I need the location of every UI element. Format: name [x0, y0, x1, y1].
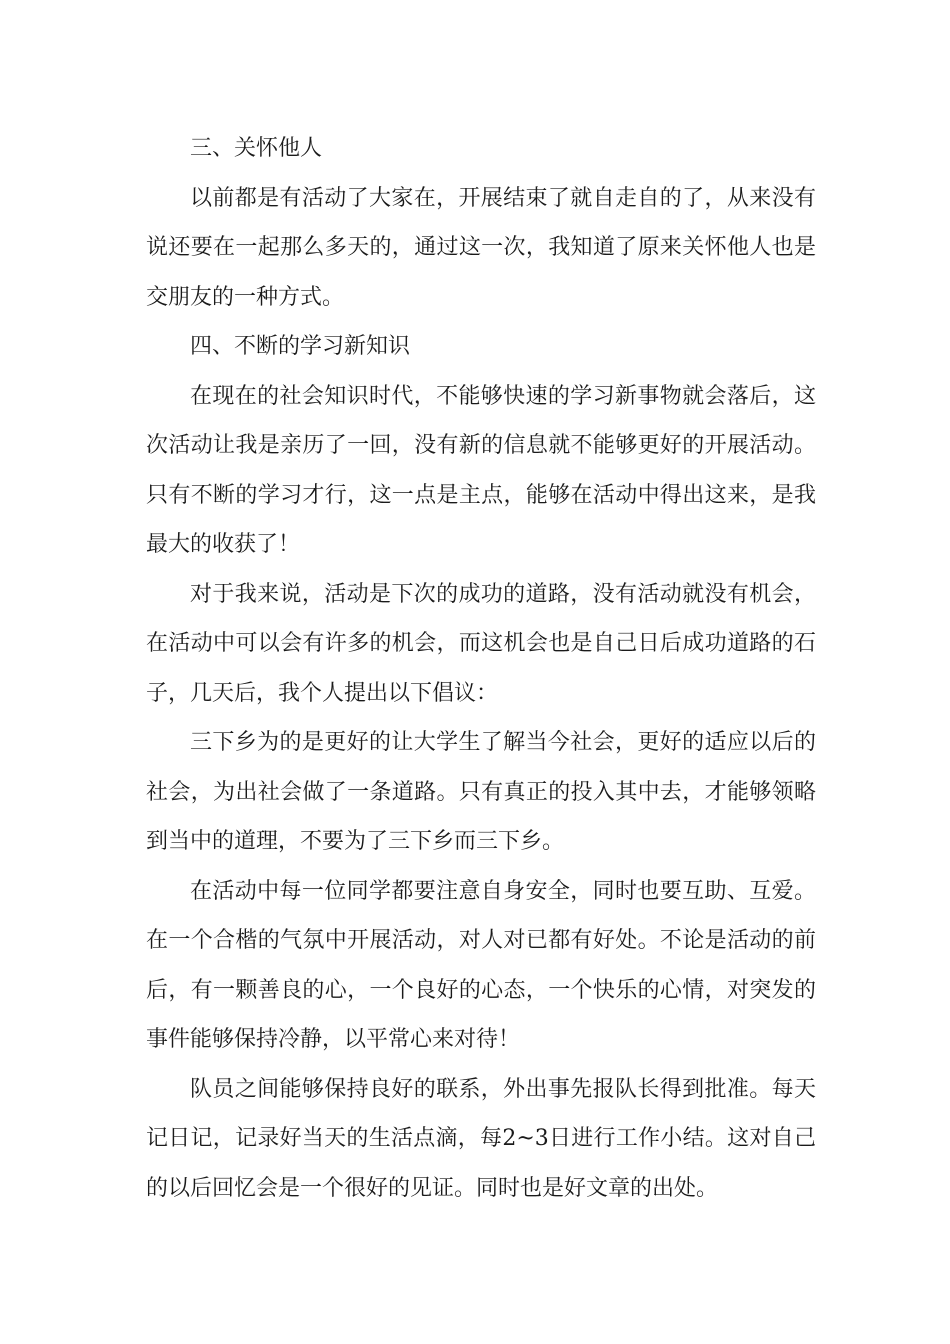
- paragraph-learning: 在现在的社会知识时代，不能够快速的学习新事物就会落后，这次活动让我是亲历了一回，没有新的信息就不能够更好的开展活动。只有不断的学习才行，这一点是主点，能够在活动中得出这来，是我最大的收获了！: [146, 383, 816, 557]
- paragraph-safety: 在活动中每一位同学都要注意自身安全，同时也要互助、互爱。在一个合楷的气氛中开展活动，对人对已都有好处。不论是活动的前后，有一颗善良的心，一个良好的心态，一个快乐的心情，对突发的事件能够保持冷静，以平常心来对待！: [146, 878, 816, 1052]
- section-heading-learning: 四、不断的学习新知识: [190, 334, 411, 359]
- document-body: [146, 124, 816, 1213]
- paragraph-opportunity: 对于我来说，活动是下次的成功的道路，没有活动就没有机会，在活动中可以会有许多的机会，而这机会也是自己日后成功道路的石子，几天后，我个人提出以下倡议：: [146, 581, 816, 706]
- section-heading-caring: 三、关怀他人: [190, 136, 323, 161]
- paragraph-caring: 以前都是有活动了大家在，开展结束了就自走自的了，从来没有说还要在一起那么多天的，通过这一次，我知道了原来关怀他人也是交朋友的一种方式。: [146, 185, 816, 310]
- paragraph-purpose: 三下乡为的是更好的让大学生了解当今社会，更好的适应以后的社会，为出社会做了一条道路。只有真正的投入其中去，才能够领略到当中的道理，不要为了三下乡而三下乡。: [146, 730, 816, 854]
- paragraph-communication: 队员之间能够保持良好的联系，外出事先报队长得到批准。每天记日记，记录好当天的生活点滴，每2~3日进行工作小结。这对自己的以后回忆会是一个很好的见证。同时也是好文章的出处。: [146, 1076, 816, 1201]
